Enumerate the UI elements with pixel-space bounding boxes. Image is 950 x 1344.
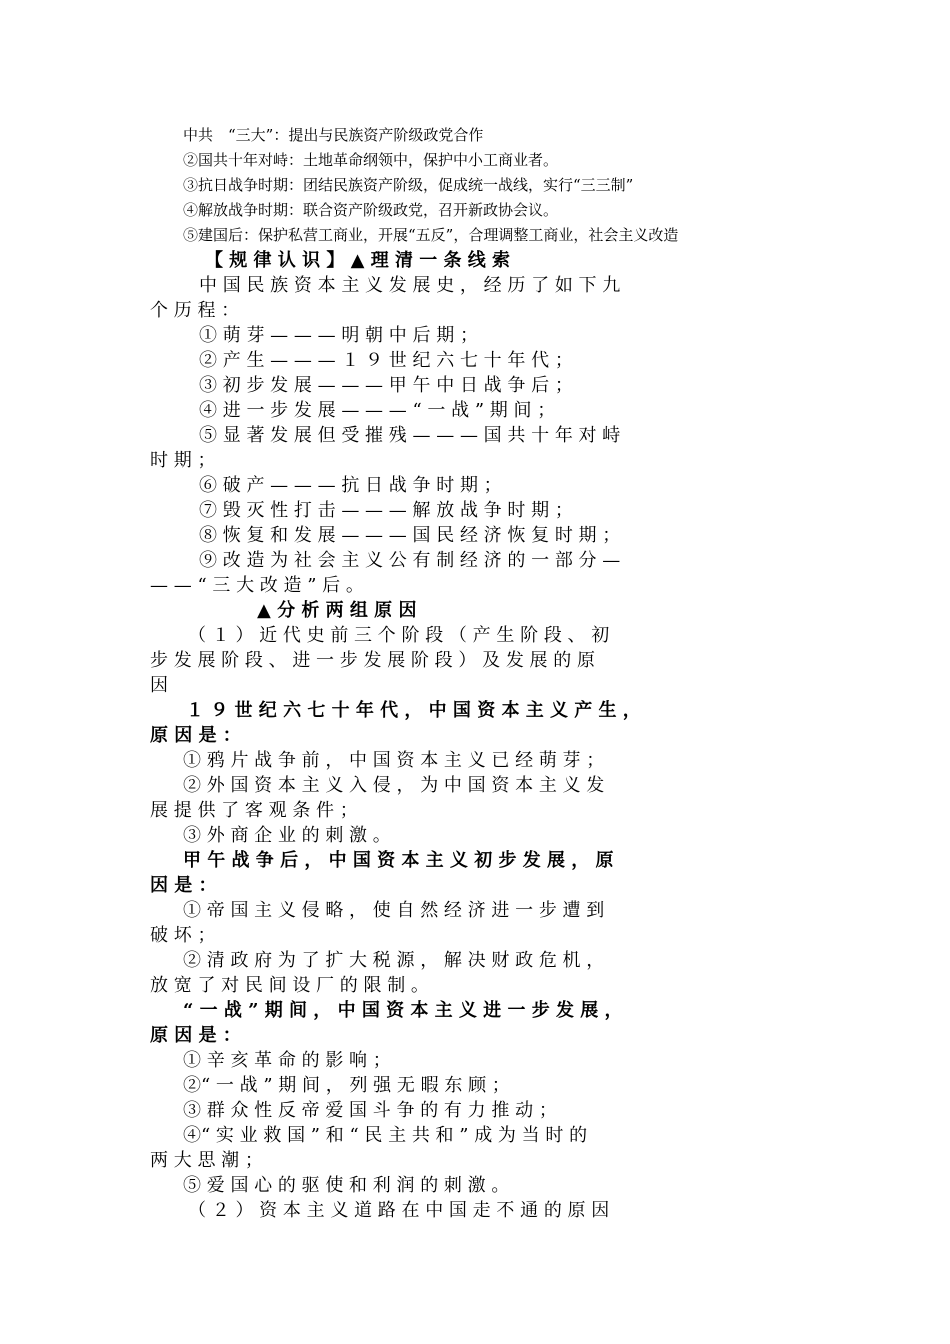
bold-subheading: “ 一 战 ” 期 间 ， 中 国 资 本 主 义 进 一 步 发 展 ， — [183, 1000, 623, 1021]
list-item: ⑤ 爱 国 心 的 驱 使 和 利 润 的 刺 激 。 — [183, 1175, 510, 1196]
intro-line-5: ⑤建国后：保护私营工商业，开展“五反”，合理调整工商业，社会主义改造 — [183, 226, 679, 244]
text-line: 个 历 程 ： — [150, 300, 240, 321]
text-line: 中 国 民 族 资 本 主 义 发 展 史 ， 经 历 了 如 下 九 — [199, 275, 621, 296]
list-item: ② 清 政 府 为 了 扩 大 税 源 ， 解 决 财 政 危 机 ， — [183, 950, 605, 971]
text-line: （ ２ ） 资 本 主 义 道 路 在 中 国 走 不 通 的 原 因 — [188, 1200, 610, 1221]
list-item: ③ 群 众 性 反 帝 爱 国 斗 争 的 有 力 推 动 ； — [183, 1100, 557, 1121]
list-item: ②“ 一 战 ” 期 间 ， 列 强 无 暇 东 顾 ； — [183, 1075, 510, 1096]
intro-line-3: ③抗日战争时期：团结民族资产阶级，促成统一战线，实行“三三制” — [183, 176, 634, 194]
bold-subheading: 原 因 是 ： — [150, 725, 241, 746]
text-line: 时 期 ； — [150, 450, 216, 471]
list-item: ① 帝 国 主 义 侵 略 ， 使 自 然 经 济 进 一 步 遭 到 — [183, 900, 605, 921]
list-item: ③ 外 商 企 业 的 刺 激 。 — [183, 825, 391, 846]
list-item: ④ 进 一 步 发 展 — — — “ 一 战 ” 期 间 ； — [199, 400, 556, 421]
list-item: ⑥ 破 产 — — — 抗 日 战 争 时 期 ； — [199, 475, 502, 496]
text-line: 破 坏 ； — [150, 925, 216, 946]
text-line: 展 提 供 了 客 观 条 件 ； — [150, 800, 358, 821]
section-heading-causes: ▲ 分 析 两 组 原 因 — [257, 600, 417, 621]
intro-line-2: ②国共十年对峙：土地革命纲领中，保护中小工商业者。 — [183, 151, 559, 169]
list-item: ⑤ 显 著 发 展 但 受 摧 残 — — — 国 共 十 年 对 峙 — [199, 425, 621, 446]
intro-line-1: 中共 “三大”：提出与民族资产阶级政党合作 — [183, 126, 484, 144]
list-item: ① 辛 亥 革 命 的 影 响 ； — [183, 1050, 391, 1071]
text-line: 两 大 思 潮 ； — [150, 1150, 263, 1171]
list-item: ① 鸦 片 战 争 前 ， 中 国 资 本 主 义 已 经 萌 芽 ； — [183, 750, 605, 771]
text-line: （ １ ） 近 代 史 前 三 个 阶 段 （ 产 生 阶 段 、 初 — [188, 625, 610, 646]
bold-subheading: 原 因 是 ： — [150, 1025, 241, 1046]
section-heading-pattern: 【 规 律 认 识 】 ▲ 理 清 一 条 线 索 — [205, 250, 511, 271]
list-item: ⑨ 改 造 为 社 会 主 义 公 有 制 经 济 的 一 部 分 — — [199, 550, 621, 571]
bold-subheading: 甲 午 战 争 后 ， 中 国 资 本 主 义 初 步 发 展 ， 原 — [183, 850, 614, 871]
list-item: ① 萌 芽 — — — 明 朝 中 后 期 ； — [199, 325, 478, 346]
list-item: ② 产 生 — — — １ ９ 世 纪 六 七 十 年 代 ； — [199, 350, 573, 371]
bold-subheading: 因 是 ： — [150, 875, 217, 896]
intro-line-4: ④解放战争时期：联合资产阶级政党，召开新政协会议。 — [183, 201, 559, 219]
list-item: ③ 初 步 发 展 — — — 甲 午 中 日 战 争 后 ； — [199, 375, 573, 396]
list-item: ④“ 实 业 救 国 ” 和 “ 民 主 共 和 ” 成 为 当 时 的 — [183, 1125, 588, 1146]
list-item: ⑦ 毁 灭 性 打 击 — — — 解 放 战 争 时 期 ； — [199, 500, 573, 521]
text-line: 因 — [150, 675, 168, 696]
text-line: 步 发 展 阶 段 、 进 一 步 发 展 阶 段 ） 及 发 展 的 原 — [150, 650, 595, 671]
text-line: 放 宽 了 对 民 间 设 厂 的 限 制 。 — [150, 975, 429, 996]
list-item: ⑧ 恢 复 和 发 展 — — — 国 民 经 济 恢 复 时 期 ； — [199, 525, 621, 546]
text-line: — — “ 三 大 改 造 ” 后 。 — [150, 575, 364, 596]
bold-subheading: １ ９ 世 纪 六 七 十 年 代 ， 中 国 资 本 主 义 产 生 ， — [186, 700, 641, 721]
list-item: ② 外 国 资 本 主 义 入 侵 ， 为 中 国 资 本 主 义 发 — [183, 775, 605, 796]
